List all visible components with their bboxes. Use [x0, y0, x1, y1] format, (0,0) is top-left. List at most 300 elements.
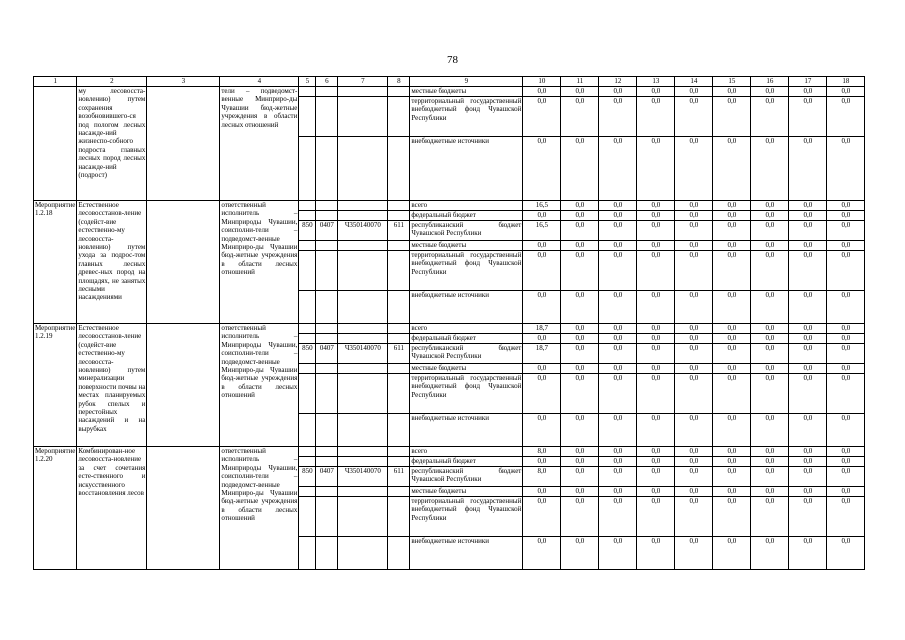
value-cell: 0,0: [561, 487, 599, 497]
goal-cell: [147, 447, 220, 570]
value-cell: 0,0: [675, 457, 713, 467]
funding-source-cell: внебюджетные источники: [410, 137, 523, 201]
value-cell: 0,0: [523, 537, 561, 570]
funding-source-cell: территориальный государственный внебюджетный фонд Чувашской Республики: [410, 97, 523, 137]
funding-source-cell: территориальный государственный внебюджетный фонд Чувашской Республики: [410, 497, 523, 537]
value-cell: 0,0: [637, 364, 675, 374]
value-cell: 0,0: [675, 241, 713, 251]
column-number-cell: 13: [637, 77, 675, 87]
value-cell: 0,0: [789, 364, 827, 374]
vr-cell: [388, 414, 410, 447]
value-cell: 0,0: [789, 87, 827, 97]
value-cell: 0,0: [561, 467, 599, 487]
rzpr-cell: [316, 87, 338, 97]
value-cell: 0,0: [713, 374, 751, 414]
value-cell: 0,0: [713, 487, 751, 497]
value-cell: 0,0: [827, 447, 865, 457]
value-cell: 0,0: [599, 364, 637, 374]
value-cell: 0,0: [751, 487, 789, 497]
rzpr-cell: 0407: [316, 344, 338, 364]
value-cell: 0,0: [561, 251, 599, 291]
grbs-cell: [299, 457, 316, 467]
grbs-cell: [299, 537, 316, 570]
value-cell: 0,0: [599, 447, 637, 457]
column-number-cell: 12: [599, 77, 637, 87]
value-cell: 0,0: [561, 537, 599, 570]
grbs-cell: 850: [299, 344, 316, 364]
value-cell: 0,0: [599, 211, 637, 221]
grbs-cell: [299, 87, 316, 97]
rzpr-cell: [316, 211, 338, 221]
value-cell: 0,0: [561, 374, 599, 414]
value-cell: 0,0: [637, 344, 675, 364]
value-cell: 0,0: [789, 291, 827, 324]
vr-cell: 611: [388, 344, 410, 364]
value-cell: 0,0: [713, 241, 751, 251]
value-cell: 0,0: [713, 291, 751, 324]
value-cell: 0,0: [675, 324, 713, 334]
rzpr-cell: [316, 291, 338, 324]
column-number-cell: 15: [713, 77, 751, 87]
value-cell: 0,0: [751, 324, 789, 334]
csr-cell: [338, 334, 388, 344]
funding-source-cell: местные бюджеты: [410, 87, 523, 97]
value-cell: 0,0: [637, 97, 675, 137]
funding-source-cell: внебюджетные источники: [410, 291, 523, 324]
goal-cell: [147, 87, 220, 201]
event-name-cell: му лесовосста-новлению) путем сохранения возобновившего-ся под пологом лесных насажде-ний жизнеспо-собного подроста главных лесных пород лесных насажде-ний (подрост): [77, 87, 147, 201]
vr-cell: [388, 201, 410, 211]
value-cell: 0,0: [751, 201, 789, 211]
value-cell: 0,0: [675, 537, 713, 570]
value-cell: 0,0: [637, 137, 675, 201]
rzpr-cell: [316, 201, 338, 211]
grbs-cell: [299, 324, 316, 334]
value-cell: 0,0: [637, 201, 675, 211]
column-number-cell: 16: [751, 77, 789, 87]
value-cell: 0,0: [827, 537, 865, 570]
column-number-cell: 18: [827, 77, 865, 87]
value-cell: 0,0: [827, 364, 865, 374]
value-cell: 0,0: [675, 291, 713, 324]
table-row: [34, 324, 865, 334]
value-cell: 0,0: [675, 447, 713, 457]
value-cell: 0,0: [599, 221, 637, 241]
value-cell: 0,0: [751, 241, 789, 251]
value-cell: 0,0: [523, 334, 561, 344]
value-cell: 0,0: [713, 334, 751, 344]
value-cell: 0,0: [561, 457, 599, 467]
value-cell: 0,0: [523, 364, 561, 374]
value-cell: 0,0: [789, 487, 827, 497]
funding-source-cell: федеральный бюджет: [410, 211, 523, 221]
value-cell: 0,0: [713, 497, 751, 537]
value-cell: 0,0: [599, 291, 637, 324]
value-cell: 0,0: [827, 324, 865, 334]
value-cell: 0,0: [751, 414, 789, 447]
funding-source-cell: всего: [410, 324, 523, 334]
grbs-cell: [299, 374, 316, 414]
value-cell: 0,0: [523, 497, 561, 537]
column-number-cell: 3: [147, 77, 220, 87]
funding-source-cell: республиканский бюджет Чувашской Республики: [410, 467, 523, 487]
value-cell: 0,0: [561, 211, 599, 221]
csr-cell: [338, 487, 388, 497]
value-cell: 0,0: [599, 467, 637, 487]
value-cell: 0,0: [789, 324, 827, 334]
grbs-cell: [299, 97, 316, 137]
value-cell: 0,0: [675, 97, 713, 137]
value-cell: 0,0: [751, 374, 789, 414]
csr-cell: [338, 537, 388, 570]
value-cell: 0,0: [789, 221, 827, 241]
value-cell: 0,0: [827, 211, 865, 221]
value-cell: 0,0: [675, 497, 713, 537]
value-cell: 0,0: [713, 364, 751, 374]
value-cell: 0,0: [713, 211, 751, 221]
funding-source-cell: всего: [410, 447, 523, 457]
value-cell: 0,0: [523, 87, 561, 97]
value-cell: 0,0: [599, 334, 637, 344]
rzpr-cell: [316, 334, 338, 344]
value-cell: 0,0: [827, 497, 865, 537]
column-number-cell: 5: [299, 77, 316, 87]
value-cell: 0,0: [789, 467, 827, 487]
value-cell: 0,0: [637, 374, 675, 414]
value-cell: 0,0: [637, 211, 675, 221]
value-cell: 0,0: [751, 344, 789, 364]
value-cell: 0,0: [599, 497, 637, 537]
value-cell: 0,0: [523, 487, 561, 497]
value-cell: 0,0: [789, 447, 827, 457]
value-cell: 0,0: [599, 457, 637, 467]
value-cell: 0,0: [827, 97, 865, 137]
goal-cell: [147, 324, 220, 447]
rzpr-cell: [316, 497, 338, 537]
value-cell: 0,0: [713, 324, 751, 334]
column-number-cell: 17: [789, 77, 827, 87]
csr-cell: [338, 414, 388, 447]
value-cell: 0,0: [637, 251, 675, 291]
value-cell: 0,0: [599, 241, 637, 251]
value-cell: 0,0: [789, 211, 827, 221]
value-cell: 0,0: [789, 241, 827, 251]
value-cell: 16,5: [523, 201, 561, 211]
vr-cell: 611: [388, 221, 410, 241]
event-id-cell: Мероприятие 1.2.20: [34, 447, 77, 570]
csr-cell: [338, 364, 388, 374]
value-cell: 0,0: [599, 374, 637, 414]
value-cell: 0,0: [827, 487, 865, 497]
value-cell: 0,0: [599, 344, 637, 364]
value-cell: 0,0: [751, 447, 789, 457]
value-cell: 0,0: [713, 537, 751, 570]
value-cell: 0,0: [637, 447, 675, 457]
column-number-cell: 6: [316, 77, 338, 87]
table-row: [34, 447, 865, 457]
value-cell: 0,0: [561, 201, 599, 211]
column-numbers-row: [34, 77, 865, 87]
grbs-cell: 850: [299, 467, 316, 487]
vr-cell: [388, 457, 410, 467]
value-cell: 0,0: [713, 447, 751, 457]
vr-cell: [388, 497, 410, 537]
rzpr-cell: [316, 97, 338, 137]
csr-cell: [338, 374, 388, 414]
value-cell: 0,0: [827, 137, 865, 201]
value-cell: 0,0: [675, 374, 713, 414]
value-cell: 0,0: [599, 251, 637, 291]
value-cell: 0,0: [637, 487, 675, 497]
vr-cell: [388, 241, 410, 251]
grbs-cell: [299, 291, 316, 324]
value-cell: 0,0: [713, 251, 751, 291]
vr-cell: [388, 374, 410, 414]
event-id-cell: Мероприятие 1.2.19: [34, 324, 77, 447]
value-cell: 0,0: [751, 467, 789, 487]
rzpr-cell: [316, 241, 338, 251]
value-cell: 0,0: [827, 414, 865, 447]
value-cell: 0,0: [561, 97, 599, 137]
value-cell: 0,0: [561, 291, 599, 324]
funding-source-cell: всего: [410, 201, 523, 211]
value-cell: 0,0: [675, 364, 713, 374]
value-cell: 0,0: [827, 344, 865, 364]
funding-source-cell: федеральный бюджет: [410, 457, 523, 467]
funding-source-cell: внебюджетные источники: [410, 537, 523, 570]
funding-source-cell: республиканский бюджет Чувашской Республики: [410, 221, 523, 241]
value-cell: 0,0: [713, 97, 751, 137]
value-cell: 0,0: [675, 221, 713, 241]
value-cell: 0,0: [713, 344, 751, 364]
column-number-cell: 1: [34, 77, 77, 87]
vr-cell: [388, 364, 410, 374]
program-table: [33, 76, 865, 570]
value-cell: 0,0: [675, 467, 713, 487]
value-cell: 0,0: [789, 251, 827, 291]
grbs-cell: [299, 211, 316, 221]
value-cell: 0,0: [751, 497, 789, 537]
value-cell: 0,0: [599, 537, 637, 570]
value-cell: 8,0: [523, 447, 561, 457]
event-id-cell: [34, 87, 77, 201]
rzpr-cell: [316, 137, 338, 201]
rzpr-cell: [316, 487, 338, 497]
value-cell: 0,0: [751, 291, 789, 324]
column-number-cell: 7: [338, 77, 388, 87]
funding-source-cell: местные бюджеты: [410, 241, 523, 251]
value-cell: 0,0: [827, 467, 865, 487]
value-cell: 0,0: [751, 364, 789, 374]
vr-cell: [388, 334, 410, 344]
column-number-cell: 8: [388, 77, 410, 87]
value-cell: 0,0: [637, 324, 675, 334]
value-cell: 0,0: [751, 137, 789, 201]
value-cell: 0,0: [561, 324, 599, 334]
rzpr-cell: [316, 251, 338, 291]
funding-source-cell: республиканский бюджет Чувашской Республики: [410, 344, 523, 364]
value-cell: 0,0: [561, 334, 599, 344]
value-cell: 0,0: [713, 467, 751, 487]
value-cell: 0,0: [523, 457, 561, 467]
value-cell: 0,0: [599, 324, 637, 334]
value-cell: 0,0: [637, 87, 675, 97]
value-cell: 0,0: [827, 87, 865, 97]
grbs-cell: [299, 241, 316, 251]
value-cell: 0,0: [637, 537, 675, 570]
value-cell: 0,0: [561, 414, 599, 447]
column-number-cell: 4: [220, 77, 299, 87]
value-cell: 0,0: [637, 457, 675, 467]
value-cell: 0,0: [523, 97, 561, 137]
csr-cell: [338, 324, 388, 334]
value-cell: 18,7: [523, 344, 561, 364]
funding-source-cell: федеральный бюджет: [410, 334, 523, 344]
value-cell: 0,0: [675, 201, 713, 211]
value-cell: 0,0: [523, 251, 561, 291]
value-cell: 0,0: [675, 87, 713, 97]
vr-cell: [388, 447, 410, 457]
table-body: [34, 77, 865, 570]
csr-cell: [338, 251, 388, 291]
grbs-cell: [299, 497, 316, 537]
column-number-cell: 14: [675, 77, 713, 87]
value-cell: 0,0: [523, 241, 561, 251]
executor-cell: ответственный исполнитель – Минприроды Чувашии, соисполни-тели – подведомст-венные Минприро-ды Чувашии бюд-жетные учреждения в области лесных отношений: [220, 201, 299, 324]
value-cell: 0,0: [751, 334, 789, 344]
value-cell: 0,0: [599, 137, 637, 201]
value-cell: 0,0: [789, 201, 827, 211]
value-cell: 0,0: [789, 497, 827, 537]
value-cell: 0,0: [637, 241, 675, 251]
value-cell: 0,0: [713, 221, 751, 241]
csr-cell: [338, 211, 388, 221]
value-cell: 0,0: [827, 457, 865, 467]
rzpr-cell: 0407: [316, 467, 338, 487]
value-cell: 0,0: [561, 137, 599, 201]
column-number-cell: 9: [410, 77, 523, 87]
rzpr-cell: [316, 374, 338, 414]
value-cell: 0,0: [713, 137, 751, 201]
funding-source-cell: внебюджетные источники: [410, 414, 523, 447]
column-number-cell: 2: [77, 77, 147, 87]
rzpr-cell: [316, 457, 338, 467]
executor-cell: тели – подведомст-венные Минприро-ды Чувашии бюд-жетные учреждения в области лесных отношений: [220, 87, 299, 201]
vr-cell: [388, 97, 410, 137]
value-cell: 0,0: [561, 447, 599, 457]
value-cell: 0,0: [751, 97, 789, 137]
page-number: 78: [447, 54, 458, 66]
value-cell: 0,0: [637, 467, 675, 487]
value-cell: 0,0: [827, 291, 865, 324]
value-cell: 0,0: [713, 201, 751, 211]
csr-cell: [338, 497, 388, 537]
grbs-cell: [299, 487, 316, 497]
value-cell: 0,0: [789, 374, 827, 414]
funding-source-cell: местные бюджеты: [410, 364, 523, 374]
value-cell: 0,0: [599, 487, 637, 497]
value-cell: 0,0: [637, 414, 675, 447]
grbs-cell: [299, 201, 316, 211]
value-cell: 0,0: [599, 414, 637, 447]
value-cell: 0,0: [789, 334, 827, 344]
rzpr-cell: [316, 447, 338, 457]
vr-cell: [388, 211, 410, 221]
event-name-cell: Естественное лесовосстанов-ление (содейст-вие естественно-му лесовосста-новлению) путем минерализации поверхности почвы на местах планируемых рубок спелых и перестойных насаждений и на вырубках: [77, 324, 147, 447]
value-cell: 0,0: [713, 87, 751, 97]
value-cell: 0,0: [789, 457, 827, 467]
csr-cell: [338, 447, 388, 457]
value-cell: 0,0: [675, 344, 713, 364]
csr-cell: [338, 87, 388, 97]
value-cell: 0,0: [637, 334, 675, 344]
value-cell: 0,0: [789, 537, 827, 570]
value-cell: 0,0: [827, 334, 865, 344]
executor-cell: ответственный исполнитель – Минприроды Чувашии, соисполни-тели – подведомст-венные Минприро-ды Чувашии бюд-жетные учреждения в области лесных отношений: [220, 447, 299, 570]
vr-cell: [388, 137, 410, 201]
grbs-cell: 850: [299, 221, 316, 241]
vr-cell: [388, 537, 410, 570]
value-cell: 0,0: [599, 201, 637, 211]
value-cell: 0,0: [751, 537, 789, 570]
value-cell: 0,0: [523, 414, 561, 447]
value-cell: 0,0: [675, 251, 713, 291]
csr-cell: Ч350140070: [338, 467, 388, 487]
csr-cell: [338, 457, 388, 467]
value-cell: 0,0: [675, 334, 713, 344]
value-cell: 0,0: [523, 137, 561, 201]
value-cell: 0,0: [599, 87, 637, 97]
value-cell: 0,0: [827, 251, 865, 291]
csr-cell: [338, 291, 388, 324]
vr-cell: [388, 291, 410, 324]
goal-cell: [147, 201, 220, 324]
value-cell: 0,0: [751, 87, 789, 97]
event-id-cell: Мероприятие 1.2.18: [34, 201, 77, 324]
value-cell: 0,0: [827, 201, 865, 211]
table-row: [34, 87, 865, 97]
value-cell: 0,0: [637, 291, 675, 324]
funding-source-cell: территориальный государственный внебюджетный фонд Чувашской Республики: [410, 251, 523, 291]
value-cell: 16,5: [523, 221, 561, 241]
grbs-cell: [299, 334, 316, 344]
grbs-cell: [299, 137, 316, 201]
value-cell: 0,0: [637, 497, 675, 537]
value-cell: 0,0: [827, 374, 865, 414]
grbs-cell: [299, 447, 316, 457]
value-cell: 0,0: [523, 291, 561, 324]
value-cell: 0,0: [751, 221, 789, 241]
value-cell: 0,0: [675, 414, 713, 447]
rzpr-cell: [316, 324, 338, 334]
vr-cell: [388, 87, 410, 97]
rzpr-cell: 0407: [316, 221, 338, 241]
value-cell: 18,7: [523, 324, 561, 334]
rzpr-cell: [316, 364, 338, 374]
value-cell: 0,0: [827, 241, 865, 251]
table-row: [34, 201, 865, 211]
event-name-cell: Естественное лесовосстанов-ление (содейст-вие естественно-му лесовосста-новлению) путем ухода за подрос-том главных лесных древес-ных пород на площадях, не занятых лесными насаждениями: [77, 201, 147, 324]
vr-cell: [388, 251, 410, 291]
value-cell: 0,0: [561, 241, 599, 251]
vr-cell: [388, 487, 410, 497]
csr-cell: [338, 97, 388, 137]
value-cell: 0,0: [523, 211, 561, 221]
value-cell: 0,0: [789, 137, 827, 201]
value-cell: 0,0: [561, 497, 599, 537]
value-cell: 0,0: [751, 251, 789, 291]
rzpr-cell: [316, 537, 338, 570]
